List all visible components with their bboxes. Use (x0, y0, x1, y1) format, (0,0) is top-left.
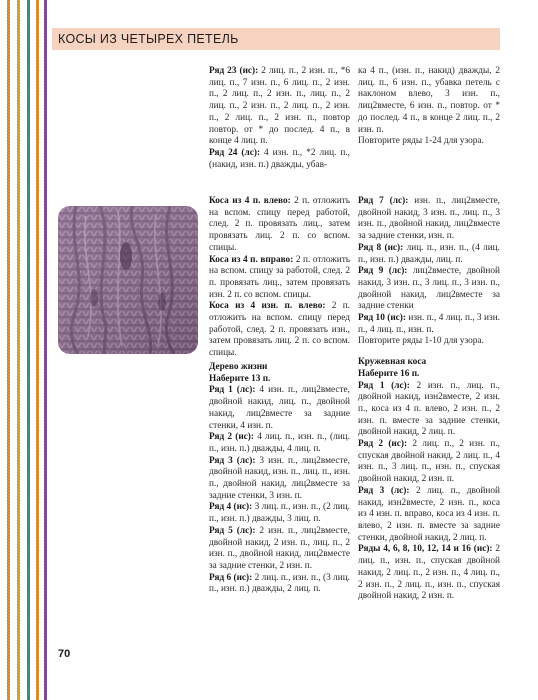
paragraph-label: Кружевная коса (358, 357, 427, 368)
paragraph-text: 3 лиц. п., изн. п., (2 лиц. п., изн. п.) дважды, 3 лиц. п. (209, 502, 350, 525)
text-column-top-right (358, 66, 500, 148)
paragraph-text: 2 лиц. п., двойной накид, изн2вместе, 2 изн. п., коса из 4 изн. п. вправо, коса из 4 изн. п. влево, 2 изн. п. вместе за задние стенки, двойной накид, 2 лиц. п. (358, 485, 500, 543)
paragraph-text: 2 лиц. п., 2 изн. п., *6 лиц. п., 7 изн. п., 6 лиц. п., 2 изн. п., 2 лиц. п., 2 изн. п., лиц. п., 2 лиц. п., 2 изн. п., 2 лиц. п., 2 изн. п., 2 лиц. п., 2 изн. п., повтор повтор. от * до послед. 4 п., в конце 4 лиц. п. (209, 66, 350, 147)
paragraph-text: 2 п. отложить на вспом. спицу перед работой, след. 2 п. провязать изн., затем провязать лиц. 2 п. со вспом. спицы. (209, 301, 350, 359)
knit-swatch-photo (58, 206, 198, 354)
paragraph-label: Ряд 2 (ис): (209, 432, 254, 443)
paragraph-text: 4 лиц. п., изн. п., (лиц. п., изн. п.) дважды, 4 лиц. п. (209, 432, 350, 454)
paragraph-label: Коса из 4 п. вправо: (209, 254, 294, 265)
paragraph-r6 (209, 573, 350, 596)
paragraph-label: Ряд 2 (ис): (358, 439, 408, 450)
yarn-strands-decoration (0, 0, 60, 700)
paragraph-cont (358, 66, 500, 136)
paragraph-text: 4 изн. п., *2 лиц. п., (накид, изн. п.) дважды, убав- (209, 147, 350, 170)
paragraph-r10 (358, 313, 500, 336)
paragraph-text: 4 изн. п., лиц2вместе, двойной накид, лиц. п., двойной накид, лиц2вместе за задние стенки, 4 изн. п. (209, 385, 350, 431)
paragraph-label: Ряд 7 (лс): (358, 196, 409, 206)
paragraph-r4 (209, 502, 350, 525)
text-column-top-left (209, 66, 350, 171)
paragraph-r2 (209, 432, 350, 455)
paragraph-r9 (358, 266, 500, 313)
paragraph-label: Ряд 4 (ис): (209, 502, 253, 513)
paragraph-text: 2 п. отложить на вспом. спицу перед работой, след. 2 п. провязать лиц., затем провязать лиц. 2 п. со вспом. спицы. (209, 196, 350, 253)
paragraph-label: Ряд 3 (лс): (209, 455, 256, 466)
paragraph-text: Повторите ряды 1-10 для узора. (358, 336, 484, 347)
paragraph-label: Ряд 9 (лс): (358, 266, 408, 277)
paragraph-label: Наберите 13 п. (209, 373, 271, 384)
paragraph-text: лиц. п., изн. п., (4 лиц. п., изн. п.) дважды, лиц. п. (358, 242, 500, 265)
paragraph-r7 (358, 196, 500, 243)
paragraph-text: 2 изн. п., лиц. п., двойной накид, изн2вместе, 2 изн. п., коса из 4 п. влево, 2 изн. п., 2 изн. п. вместе за задние стенки, двойной накид, 2 лиц. п. (358, 380, 500, 438)
paragraph-text: изн. п., лиц2вместе, двойной накид, 3 изн. п., лиц. п., 3 изн. п., двойной накид, лиц2вместе за задние стенки, изн. п. (358, 196, 500, 242)
paragraph-label: Наберите 16 п. (358, 368, 420, 379)
paragraph-text: 2 изн. п., лиц2вместе, двойной накид, 2 изн. п., лиц. п., 2 изн. п., двойной накид, лиц2вместе за задние стенки, 2 изн. п. (209, 525, 350, 571)
paragraph-lace_cast (358, 369, 500, 381)
text-column-tree-of-life (209, 362, 350, 596)
paragraph-title (209, 362, 350, 374)
paragraph-r3 (209, 456, 350, 503)
paragraph-r24 (209, 148, 350, 171)
paragraph-text: 2 лиц. п., изн. п., спуская двойной накид, 2 лиц. п., 2 изн. п., 4 лиц. п., 2 изн. п., 2 лиц. п., изн. п., спуская двойной накид, 2 изн. п. (358, 544, 500, 602)
paragraph-label: Ряд 24 (лс): (209, 147, 261, 158)
paragraph-text: 2 п. отложить на вспом. спицу за работой, след. 2 п. провязать лиц., затем провязать изн. 2 п. со вспом. спицы. (209, 254, 350, 300)
paragraph-label: Ряд 6 (ис): (209, 572, 253, 583)
paragraph-label: Ряд 3 (лс): (358, 485, 410, 496)
paragraph-text: 2 лиц. п., 2 изн. п., спуская двойной накид, 2 лиц. п., 4 изн. п., 3 лиц. п., изн. п., спуская двойной накид, 2 изн. п. (358, 439, 500, 485)
page-number: 70 (58, 648, 71, 660)
text-column-cable-definitions (209, 196, 350, 360)
paragraph-label: Ряд 5 (лс): (209, 525, 256, 536)
paragraph-label: Ряд 10 (ис): (358, 313, 406, 324)
paragraph-text: лиц2вместе, двойной накид, 3 изн. п., 3 лиц. п., 3 изн. п., двойной накид, лиц2вместе за задние стенки (358, 266, 500, 312)
paragraph-rep10 (358, 336, 500, 348)
paragraph-label: Ряд 23 (ис): (209, 66, 259, 76)
paragraph-text: Повторите ряды 1-24 для узора. (358, 136, 484, 147)
paragraph-r8 (358, 243, 500, 266)
paragraph-r1 (209, 385, 350, 432)
paragraph-rep (358, 136, 500, 148)
paragraph-cast (209, 374, 350, 386)
paragraph-text: 2 лиц. п., изн. п., (3 лиц. п., изн. п.) дважды, 2 лиц. п. (209, 572, 350, 595)
paragraph-left2 (209, 301, 350, 360)
paragraph-left (209, 196, 350, 255)
paragraph-l4 (358, 544, 500, 603)
paragraph-label: Ряд 1 (лс): (209, 385, 256, 396)
paragraph-label: Ряд 1 (лс): (358, 380, 410, 391)
paragraph-l1 (358, 381, 500, 440)
page-title: КОСЫ ИЗ ЧЕТЫРЕХ ПЕТЕЛЬ (58, 32, 239, 46)
paragraph-label: Дерево жизни (209, 362, 268, 372)
paragraph-l3 (358, 486, 500, 545)
paragraph-label: Ряд 8 (ис): (358, 242, 404, 253)
paragraph-text: 3 изн. п., лиц2вместе, двойной накид, изн. п., лиц. п., изн. п., двойной накид, лиц2вместе за задние стенки, 3 изн. п. (209, 455, 350, 501)
paragraph-l2 (358, 439, 500, 486)
paragraph-label: Коса из 4 п. влево: (209, 196, 291, 206)
text-column-right (358, 196, 500, 603)
paragraph-right (209, 255, 350, 302)
paragraph-label: Коса из 4 изн. п. влево: (209, 301, 326, 312)
paragraph-lace_title (358, 357, 500, 369)
paragraph-text: ка 4 п., (изн. п., накид) дважды, 2 лиц. п., 6 изн. п., убавка петель с наклоном влево, 3 изн. п., лиц2вместе, 6 изн. п., повтор. от * до послед. 4 п., в конце 2 лиц. п., 2 изн. п. (358, 66, 500, 135)
paragraph-text: изн. п., 4 лиц. п., 3 изн. п., 4 лиц. п., изн. п. (358, 313, 500, 335)
paragraph-gap (358, 348, 500, 357)
paragraph-label: Ряды 4, 6, 8, 10, 12, 14 и 16 (ис): (358, 544, 493, 555)
paragraph-r23 (209, 66, 350, 148)
paragraph-r5 (209, 526, 350, 573)
